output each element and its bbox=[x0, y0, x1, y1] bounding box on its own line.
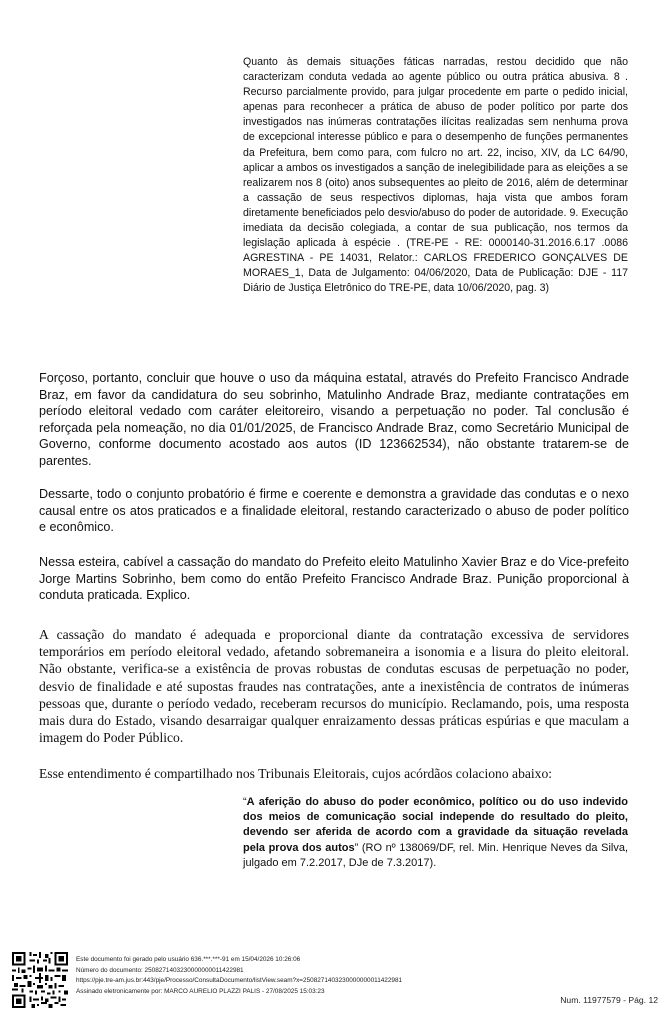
block-quote-tse bbox=[243, 795, 628, 871]
page-number: Num. 11977579 - Pág. 12 bbox=[560, 995, 658, 1005]
paragraph-conjunto-probatorio: Dessarte, todo o conjunto probatório é firme e coerente e demonstra a gravidade das condutas e o nexo causal entre os atos praticados e a finalidade eleitoral, restando caracterizado o abuso de poder político e econômico. bbox=[39, 487, 629, 535]
quote-open-mark: “ bbox=[243, 796, 247, 808]
paragraph-maquina-estatal: Forçoso, portanto, concluir que houve o uso da máquina estatal, através do Prefeito Francisco Andrade Braz, em favor da candidatura do seu sobrinho, Matulinho Andrade Braz, mediante contratações em período eleitoral vedado com caráter eleitoreiro, visando a perpetuação no poder. Tal conclusão é reforçada pela nomeação, no dia 01/01/2025, de Francisco Andrade Braz, como Secretário Municipal de Governo, conforme documento acostado aos autos (ID 123662534), não obstante tratarem-se de parentes. bbox=[39, 371, 629, 468]
paragraph-proporcionalidade: A cassação do mandato é adequada e proporcional diante da contratação excessiva de servidores temporários em período eleitoral vedado, afetando sobremaneira a isonomia e a lisura do pleito eleitoral. Não obstante, verifica-se a existência de provas robustas de condutas escusas de perpetuação no poder, desvio de finalidade e até supostas fraudes nas contratações, ante a inexistência de contratos de inúmeras pessoas que, durante o período vedado, receberam recursos do município. Reclamando, pois, uma resposta mais dura do Estado, visando desarraigar qualquer enraizamento dessas práticas espúrias e que maculam a imagem do Poder Público. bbox=[39, 627, 629, 746]
quote-citation: ” (RO nº 138069/DF, rel. Min. Henrique Neves da Silva, julgado em 7.2.2017, DJe de 7.3.2017). bbox=[243, 841, 629, 869]
document-footer bbox=[12, 952, 658, 1012]
qr-code-icon bbox=[12, 952, 68, 1008]
footer-signature: Assinado eletronicamente por: MARCO AURELIO PLAZZI PALIS - 27/08/2025 15:03:23 bbox=[76, 987, 325, 995]
footer-document-number: Número do documento: 25082714032300000000114229​81 bbox=[76, 966, 244, 974]
footer-metadata bbox=[76, 955, 402, 997]
footer-generated-by: Este documento foi gerado pelo usuário 636.***.***-91 em 15/04/2026 10:26:06 bbox=[76, 956, 301, 963]
paragraph-cassacao-mandato: Nessa esteira, cabível a cassação do mandato do Prefeito eleito Matulinho Xavier Braz e do Vice-prefeito Jorge Martins Sobrinho, bem como do então Prefeito Francisco Andrade Braz. Punição proporcional à conduta praticada. Explico. bbox=[39, 555, 629, 603]
paragraph-entendimento-tribunais: Esse entendimento é compartilhado nos Tribunais Eleitorais, cujos acórdãos colaciono abaixo: bbox=[39, 766, 553, 781]
footer-document-url[interactable]: https://pje.tre-am.jus.br:443/pje/Processo/ConsultaDocumento/listView.seam?x=25082714032300000000114229​81 bbox=[76, 977, 403, 984]
block-quote-tre-pe: Quanto às demais situações fáticas narradas, restou decidido que não caracterizam conduta vedada ao agente público ou outra prática abusiva. 8 . Recurso parcialmente provido, para julgar procedente em parte o pedido inicial, apenas para reconhecer a prática de abuso de poder político por parte dos investigados nas inúmeras contratações ilícitas realizadas sem nenhuma prova de excepcional interesse público e para o desempenho de funções permanentes da Prefeitura, bem como para, com fulcro no art. 22, inciso, XIV, da LC 64/90, aplicar a ambos os investigados a sanção de inelegibilidade para as eleições a se realizarem nos 8 (oito) anos subsequentes ao pleito de 2016, além de determinar a cassação de seus respectivos diplomas, haja vista que ambos foram diretamente beneficiados pelo desvio/abuso do poder de autoridade. 9. Execução imediata da decisão colegiada, a contar de sua publicação, nos termos da legislação aplicada à espécie . (TRE-PE - RE: 0000140-31.2016.6.17 .0086 AGRESTINA - PE 14031, Relator.: CARLOS FREDERICO GONÇALVES DE MORAES_1, Data de Julgamento: 04/06/2020, Data de Publicação: DJE - 117 Diário de Justiça Eletrônico do TRE-PE, data 10/06/2020, pag. 3) bbox=[243, 56, 628, 295]
quote-bold-text: A aferição do abuso do poder econômico, político ou do uso indevido dos meios de comunicação social independe do resultado do pleito, devendo ser aferida de acordo com a gravidade da situação revelada pela prova dos autos bbox=[243, 796, 628, 854]
